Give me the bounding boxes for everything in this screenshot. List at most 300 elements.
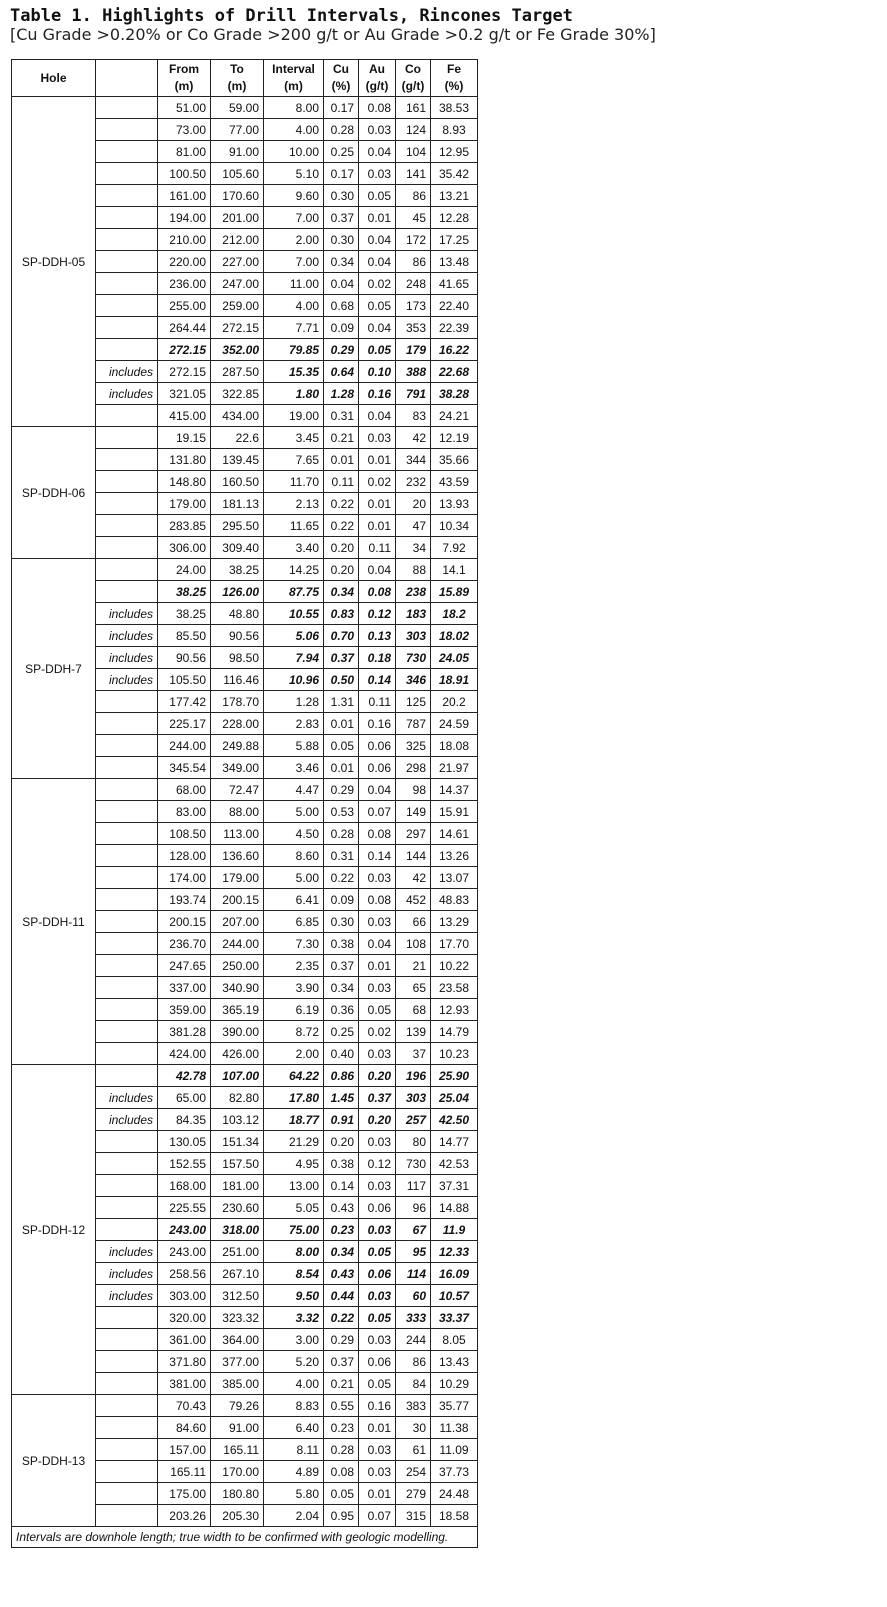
value-cell: 161 (396, 97, 431, 119)
value-cell: 37.31 (431, 1175, 478, 1197)
value-cell: 0.01 (324, 713, 359, 735)
value-cell: 126.00 (211, 581, 264, 603)
includes-cell: includes (96, 1285, 158, 1307)
includes-cell (96, 1175, 158, 1197)
value-cell: 0.91 (324, 1109, 359, 1131)
value-cell: 10.29 (431, 1373, 478, 1395)
value-cell: 7.92 (431, 537, 478, 559)
value-cell: 14.77 (431, 1131, 478, 1153)
value-cell: 13.07 (431, 867, 478, 889)
value-cell: 38.25 (158, 581, 211, 603)
value-cell: 3.45 (264, 427, 324, 449)
includes-cell (96, 229, 158, 251)
value-cell: 14.1 (431, 559, 478, 581)
value-cell: 183 (396, 603, 431, 625)
value-cell: 0.30 (324, 911, 359, 933)
value-cell: 181.00 (211, 1175, 264, 1197)
value-cell: 212.00 (211, 229, 264, 251)
value-cell: 8.72 (264, 1021, 324, 1043)
value-cell: 180.80 (211, 1483, 264, 1505)
table-footer (12, 1527, 478, 1548)
includes-cell (96, 845, 158, 867)
value-cell: 8.93 (431, 119, 478, 141)
value-cell: 0.70 (324, 625, 359, 647)
value-cell: 11.00 (264, 273, 324, 295)
value-cell: 90.56 (158, 647, 211, 669)
value-cell: 388 (396, 361, 431, 383)
value-cell: 178.70 (211, 691, 264, 713)
value-cell: 0.64 (324, 361, 359, 383)
value-cell: 0.83 (324, 603, 359, 625)
value-cell: 174.00 (158, 867, 211, 889)
includes-cell (96, 493, 158, 515)
includes-cell: includes (96, 669, 158, 691)
value-cell: 5.80 (264, 1483, 324, 1505)
value-cell: 0.04 (324, 273, 359, 295)
value-cell: 165.11 (158, 1461, 211, 1483)
value-cell: 295.50 (211, 515, 264, 537)
column-header (96, 60, 158, 97)
value-cell: 19.15 (158, 427, 211, 449)
value-cell: 0.06 (359, 1351, 396, 1373)
includes-cell (96, 1373, 158, 1395)
value-cell: 244.00 (158, 735, 211, 757)
value-cell: 17.80 (264, 1087, 324, 1109)
hole-id-cell: SP-DDH-06 (12, 427, 96, 559)
drill-intervals-table (11, 59, 478, 1548)
includes-cell (96, 251, 158, 273)
value-cell: 114 (396, 1263, 431, 1285)
value-cell: 170.60 (211, 185, 264, 207)
includes-cell (96, 977, 158, 999)
value-cell: 35.66 (431, 449, 478, 471)
includes-cell (96, 1307, 158, 1329)
value-cell: 181.13 (211, 493, 264, 515)
value-cell: 346 (396, 669, 431, 691)
value-cell: 179.00 (211, 867, 264, 889)
value-cell: 0.34 (324, 251, 359, 273)
value-cell: 264.44 (158, 317, 211, 339)
value-cell: 13.93 (431, 493, 478, 515)
value-cell: 11.38 (431, 1417, 478, 1439)
value-cell: 73.00 (158, 119, 211, 141)
value-cell: 0.01 (359, 493, 396, 515)
value-cell: 203.26 (158, 1505, 211, 1527)
value-cell: 312.50 (211, 1285, 264, 1307)
value-cell: 0.03 (359, 1461, 396, 1483)
value-cell: 193.74 (158, 889, 211, 911)
includes-cell (96, 295, 158, 317)
value-cell: 7.71 (264, 317, 324, 339)
includes-cell (96, 1351, 158, 1373)
value-cell: 5.00 (264, 801, 324, 823)
value-cell: 15.89 (431, 581, 478, 603)
value-cell: 8.00 (264, 1241, 324, 1263)
table-body (12, 97, 478, 1527)
value-cell: 0.03 (359, 1043, 396, 1065)
column-header-unit: (m) (227, 79, 247, 93)
value-cell: 61 (396, 1439, 431, 1461)
value-cell: 0.08 (359, 889, 396, 911)
value-cell: 24.00 (158, 559, 211, 581)
value-cell: 124 (396, 119, 431, 141)
value-cell: 3.00 (264, 1329, 324, 1351)
value-cell: 96 (396, 1197, 431, 1219)
value-cell: 0.22 (324, 867, 359, 889)
includes-cell (96, 1461, 158, 1483)
value-cell: 0.38 (324, 933, 359, 955)
value-cell: 325 (396, 735, 431, 757)
value-cell: 0.03 (359, 427, 396, 449)
value-cell: 251.00 (211, 1241, 264, 1263)
value-cell: 4.00 (264, 1373, 324, 1395)
includes-cell (96, 801, 158, 823)
value-cell: 0.10 (359, 361, 396, 383)
value-cell: 364.00 (211, 1329, 264, 1351)
includes-cell (96, 449, 158, 471)
value-cell: 2.13 (264, 493, 324, 515)
value-cell: 24.59 (431, 713, 478, 735)
table-row (12, 779, 478, 801)
value-cell: 0.38 (324, 1153, 359, 1175)
value-cell: 207.00 (211, 911, 264, 933)
includes-cell (96, 317, 158, 339)
value-cell: 10.22 (431, 955, 478, 977)
value-cell: 210.00 (158, 229, 211, 251)
value-cell: 81.00 (158, 141, 211, 163)
value-cell: 303 (396, 625, 431, 647)
value-cell: 0.16 (359, 383, 396, 405)
value-cell: 17.70 (431, 933, 478, 955)
value-cell: 48.80 (211, 603, 264, 625)
value-cell: 25.04 (431, 1087, 478, 1109)
column-header-label: Cu (333, 62, 349, 76)
value-cell: 4.00 (264, 295, 324, 317)
value-cell: 337.00 (158, 977, 211, 999)
value-cell: 349.00 (211, 757, 264, 779)
value-cell: 1.45 (324, 1087, 359, 1109)
value-cell: 0.30 (324, 185, 359, 207)
value-cell: 249.88 (211, 735, 264, 757)
value-cell: 80 (396, 1131, 431, 1153)
value-cell: 0.03 (359, 867, 396, 889)
hole-id-cell: SP-DDH-13 (12, 1395, 96, 1527)
value-cell: 0.44 (324, 1285, 359, 1307)
value-cell: 179.00 (158, 493, 211, 515)
value-cell: 0.03 (359, 1285, 396, 1307)
value-cell: 0.22 (324, 1307, 359, 1329)
value-cell: 5.05 (264, 1197, 324, 1219)
value-cell: 14.25 (264, 559, 324, 581)
includes-cell (96, 273, 158, 295)
hole-id-cell: SP-DDH-05 (12, 97, 96, 427)
value-cell: 1.80 (264, 383, 324, 405)
value-cell: 315 (396, 1505, 431, 1527)
value-cell: 116.46 (211, 669, 264, 691)
value-cell: 108.50 (158, 823, 211, 845)
value-cell: 47 (396, 515, 431, 537)
value-cell: 172 (396, 229, 431, 251)
value-cell: 2.35 (264, 955, 324, 977)
includes-cell (96, 1395, 158, 1417)
value-cell: 0.09 (324, 317, 359, 339)
value-cell: 303.00 (158, 1285, 211, 1307)
value-cell: 14.88 (431, 1197, 478, 1219)
value-cell: 6.85 (264, 911, 324, 933)
value-cell: 0.34 (324, 977, 359, 999)
value-cell: 42 (396, 427, 431, 449)
column-header-unit: (m) (174, 79, 194, 93)
value-cell: 0.40 (324, 1043, 359, 1065)
value-cell: 24.21 (431, 405, 478, 427)
value-cell: 0.08 (359, 823, 396, 845)
value-cell: 4.95 (264, 1153, 324, 1175)
value-cell: 0.68 (324, 295, 359, 317)
value-cell: 6.41 (264, 889, 324, 911)
value-cell: 18.02 (431, 625, 478, 647)
value-cell: 345.54 (158, 757, 211, 779)
hole-id-cell: SP-DDH-12 (12, 1065, 96, 1395)
value-cell: 730 (396, 1153, 431, 1175)
includes-cell (96, 339, 158, 361)
table-row (12, 97, 478, 119)
value-cell: 13.29 (431, 911, 478, 933)
value-cell: 0.29 (324, 779, 359, 801)
value-cell: 0.14 (324, 1175, 359, 1197)
value-cell: 117 (396, 1175, 431, 1197)
value-cell: 136.60 (211, 845, 264, 867)
value-cell: 0.04 (359, 141, 396, 163)
value-cell: 18.58 (431, 1505, 478, 1527)
value-cell: 22.68 (431, 361, 478, 383)
value-cell: 6.40 (264, 1417, 324, 1439)
value-cell: 0.12 (359, 1153, 396, 1175)
value-cell: 68 (396, 999, 431, 1021)
value-cell: 0.11 (359, 691, 396, 713)
value-cell: 22.6 (211, 427, 264, 449)
value-cell: 10.23 (431, 1043, 478, 1065)
value-cell: 77.00 (211, 119, 264, 141)
value-cell: 177.42 (158, 691, 211, 713)
value-cell: 0.23 (324, 1417, 359, 1439)
value-cell: 41.65 (431, 273, 478, 295)
value-cell: 13.26 (431, 845, 478, 867)
value-cell: 170.00 (211, 1461, 264, 1483)
hole-id-cell: SP-DDH-11 (12, 779, 96, 1065)
table-row (12, 1395, 478, 1417)
includes-cell (96, 537, 158, 559)
value-cell: 157.50 (211, 1153, 264, 1175)
value-cell: 0.11 (359, 537, 396, 559)
column-header (396, 60, 431, 97)
value-cell: 165.11 (211, 1439, 264, 1461)
value-cell: 38.25 (158, 603, 211, 625)
value-cell: 168.00 (158, 1175, 211, 1197)
value-cell: 2.00 (264, 1043, 324, 1065)
value-cell: 30 (396, 1417, 431, 1439)
value-cell: 0.01 (324, 449, 359, 471)
value-cell: 17.25 (431, 229, 478, 251)
value-cell: 0.04 (359, 251, 396, 273)
value-cell: 83.00 (158, 801, 211, 823)
value-cell: 79.26 (211, 1395, 264, 1417)
value-cell: 95 (396, 1241, 431, 1263)
value-cell: 8.00 (264, 97, 324, 119)
value-cell: 0.43 (324, 1263, 359, 1285)
value-cell: 1.31 (324, 691, 359, 713)
value-cell: 0.05 (359, 185, 396, 207)
includes-cell (96, 1417, 158, 1439)
value-cell: 60 (396, 1285, 431, 1307)
includes-cell (96, 779, 158, 801)
value-cell: 139.45 (211, 449, 264, 471)
value-cell: 0.28 (324, 1439, 359, 1461)
column-header-unit: (g/t) (365, 79, 389, 93)
value-cell: 381.28 (158, 1021, 211, 1043)
value-cell: 148.80 (158, 471, 211, 493)
value-cell: 0.34 (324, 1241, 359, 1263)
value-cell: 151.34 (211, 1131, 264, 1153)
value-cell: 19.00 (264, 405, 324, 427)
column-header-label: Co (405, 62, 421, 76)
includes-cell: includes (96, 603, 158, 625)
value-cell: 0.37 (324, 207, 359, 229)
value-cell: 0.28 (324, 823, 359, 845)
includes-cell (96, 735, 158, 757)
value-cell: 113.00 (211, 823, 264, 845)
value-cell: 0.53 (324, 801, 359, 823)
column-header (12, 60, 96, 97)
value-cell: 18.77 (264, 1109, 324, 1131)
value-cell: 35.77 (431, 1395, 478, 1417)
value-cell: 84 (396, 1373, 431, 1395)
value-cell: 0.25 (324, 1021, 359, 1043)
value-cell: 0.20 (324, 559, 359, 581)
value-cell: 228.00 (211, 713, 264, 735)
value-cell: 287.50 (211, 361, 264, 383)
value-cell: 14.61 (431, 823, 478, 845)
value-cell: 0.13 (359, 625, 396, 647)
value-cell: 0.06 (359, 735, 396, 757)
value-cell: 383 (396, 1395, 431, 1417)
value-cell: 272.15 (211, 317, 264, 339)
column-header-label: To (230, 62, 244, 76)
value-cell: 272.15 (158, 361, 211, 383)
value-cell: 105.50 (158, 669, 211, 691)
includes-cell (96, 1197, 158, 1219)
value-cell: 0.06 (359, 1197, 396, 1219)
value-cell: 86 (396, 185, 431, 207)
includes-cell (96, 1153, 158, 1175)
value-cell: 91.00 (211, 1417, 264, 1439)
value-cell: 0.04 (359, 559, 396, 581)
value-cell: 15.35 (264, 361, 324, 383)
value-cell: 86 (396, 1351, 431, 1373)
includes-cell (96, 119, 158, 141)
value-cell: 7.30 (264, 933, 324, 955)
column-header-label: From (169, 62, 199, 76)
value-cell: 8.05 (431, 1329, 478, 1351)
value-cell: 220.00 (158, 251, 211, 273)
value-cell: 24.48 (431, 1483, 478, 1505)
value-cell: 0.29 (324, 1329, 359, 1351)
value-cell: 12.93 (431, 999, 478, 1021)
value-cell: 23.58 (431, 977, 478, 999)
value-cell: 244 (396, 1329, 431, 1351)
includes-cell (96, 97, 158, 119)
value-cell: 68.00 (158, 779, 211, 801)
value-cell: 9.50 (264, 1285, 324, 1307)
value-cell: 79.85 (264, 339, 324, 361)
value-cell: 84.60 (158, 1417, 211, 1439)
value-cell: 0.36 (324, 999, 359, 1021)
value-cell: 5.20 (264, 1351, 324, 1373)
value-cell: 390.00 (211, 1021, 264, 1043)
value-cell: 10.00 (264, 141, 324, 163)
value-cell: 149 (396, 801, 431, 823)
includes-cell (96, 1021, 158, 1043)
value-cell: 0.22 (324, 493, 359, 515)
includes-cell (96, 933, 158, 955)
includes-cell (96, 867, 158, 889)
value-cell: 10.57 (431, 1285, 478, 1307)
value-cell: 130.05 (158, 1131, 211, 1153)
value-cell: 361.00 (158, 1329, 211, 1351)
value-cell: 2.04 (264, 1505, 324, 1527)
value-cell: 230.60 (211, 1197, 264, 1219)
column-header-label: Interval (272, 62, 315, 76)
value-cell: 306.00 (158, 537, 211, 559)
value-cell: 4.47 (264, 779, 324, 801)
value-cell: 8.83 (264, 1395, 324, 1417)
value-cell: 42 (396, 867, 431, 889)
value-cell: 128.00 (158, 845, 211, 867)
includes-cell: includes (96, 1087, 158, 1109)
value-cell: 38.25 (211, 559, 264, 581)
value-cell: 200.15 (158, 911, 211, 933)
value-cell: 90.56 (211, 625, 264, 647)
value-cell: 51.00 (158, 97, 211, 119)
table-subtitle: [Cu Grade >0.20% or Co Grade >200 g/t or Au Grade >0.2 g/t or Fe Grade 30%] (10, 25, 656, 44)
value-cell: 43.59 (431, 471, 478, 493)
value-cell: 359.00 (158, 999, 211, 1021)
includes-cell (96, 1505, 158, 1527)
value-cell: 152.55 (158, 1153, 211, 1175)
value-cell: 2.00 (264, 229, 324, 251)
value-cell: 10.55 (264, 603, 324, 625)
value-cell: 3.32 (264, 1307, 324, 1329)
value-cell: 0.23 (324, 1219, 359, 1241)
value-cell: 323.32 (211, 1307, 264, 1329)
table-row (12, 559, 478, 581)
value-cell: 0.20 (359, 1109, 396, 1131)
includes-cell: includes (96, 361, 158, 383)
includes-cell (96, 1439, 158, 1461)
value-cell: 225.55 (158, 1197, 211, 1219)
value-cell: 283.85 (158, 515, 211, 537)
includes-cell (96, 185, 158, 207)
value-cell: 377.00 (211, 1351, 264, 1373)
value-cell: 38.28 (431, 383, 478, 405)
value-cell: 18.91 (431, 669, 478, 691)
header-row (12, 60, 478, 97)
value-cell: 15.91 (431, 801, 478, 823)
includes-cell (96, 471, 158, 493)
value-cell: 0.17 (324, 97, 359, 119)
value-cell: 227.00 (211, 251, 264, 273)
value-cell: 248 (396, 273, 431, 295)
includes-cell (96, 911, 158, 933)
